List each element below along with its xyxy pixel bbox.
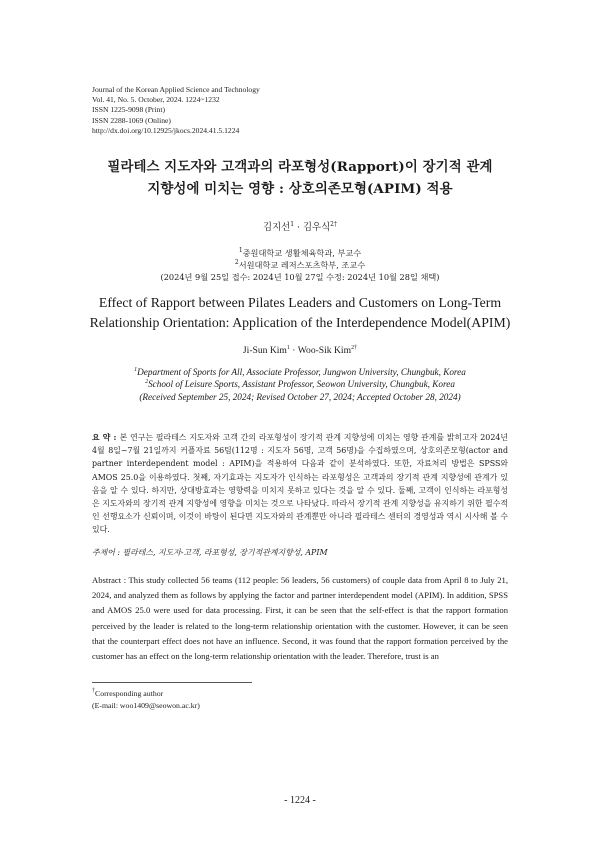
korean-author1: 김지선 — [263, 222, 291, 233]
korean-abstract — [92, 431, 508, 537]
korean-author-separator: · — [294, 222, 303, 233]
english-abstract-label: Abstract — [92, 575, 122, 585]
english-author2-sup: 2† — [351, 345, 358, 351]
corresponding-email: (E-mail: woo1409@seowon.ac.kr) — [92, 700, 200, 710]
english-abstract — [92, 573, 508, 664]
journal-volume: Vol. 41, No. 5. October, 2024. 1224~1232 — [92, 95, 220, 105]
keywords: 주제어 : 필라테스, 지도자-고객, 라포형성, 장기적관계지향성, APIM — [92, 548, 328, 557]
journal-name: Journal of the Korean Applied Science and Technology — [92, 85, 260, 94]
english-affiliations — [40, 366, 560, 403]
korean-title-line2: 지향성에 미치는 영향 : 상호의존모형(APIM) 적용 — [147, 181, 453, 197]
korean-authors — [40, 219, 560, 233]
page-number: - 1224 - — [284, 795, 316, 806]
english-author2: Woo-Sik Kim — [297, 345, 352, 356]
english-abstract-text: : This study collected 56 teams (112 people: 56 leaders, 56 customers) of couple data from April 8 to July 21, 2024, and analyzed them as follows by applying the factor and partner interdependent model (APIM). In addition, SPSS and AMOS 25.0 were used for data processing. First, it can be seen that the self-effect is that the rapport formation perceived by the leader is related to the long-term relationship orientation with the customer. However, it can be seen that the counterpart effect does not have an influence. Second, it was found that the rapport formation perceived by the customer has an effect on the long-term relationship orientation with the leader. Therefore, trust is an — [92, 575, 508, 662]
dagger-mark: † — [92, 688, 95, 694]
korean-author1-sup: 1 — [290, 221, 295, 228]
english-affiliation-2 — [40, 378, 560, 390]
english-dates: (Received September 25, 2024; Revised October 27, 2024; Accepted October 28, 2024) — [139, 391, 461, 402]
english-author1: Ji-Sun Kim — [242, 345, 287, 356]
korean-affiliation-2 — [40, 259, 560, 271]
en-affil1-text: Department of Sports for All, Associate Professor, Jungwon University, Chungbuk, Korea — [137, 367, 466, 377]
issn-print: ISSN 1225-9098 (Print) — [92, 105, 165, 115]
corresponding-author — [92, 688, 200, 700]
english-author-separator: · — [289, 345, 298, 356]
english-title — [40, 293, 560, 333]
affil1-sup: 1 — [238, 247, 243, 254]
korean-affiliations — [40, 247, 560, 283]
corresponding-label: Corresponding author — [95, 689, 164, 698]
issn-online: ISSN 2288-1069 (Online) — [92, 115, 171, 125]
korean-abstract-text: 본 연구는 필라테스 지도자와 고객 간의 라포형성이 장기적 관계 지향성에 미치는 영향 관계를 밝히고자 2024년 4월 8일~7월 21일까지 커플자료 56팀(112명 : 지도자 56명, 고객 56명)을 수집하였으며, 상호의존모형(actor and partner interdependent model : APIM)을 적용하여 다음과 같이 분석하였다. 또한, 자료처리 방법은 SPSS와 AMOS 25.0을 이용하였다. 첫째, 자기효과는 지도자가 인식하는 라포형성은 고객과의 장기적 관계 지향성에 관계가 있음을 알 수 있다. 하지만, 상대방효과는 영향력을 미치지 못하고 있다는 것을 알 수 있다. 둘째, 고객이 인식하는 라포형성은 지도자와의 장기적 관계 지향성에 영향을 미치는 것으로 나타났다. 따라서 장기적 관계 지향성을 유지하기 위한 필수적인 선행요소가 신뢰이며, 이것이 바탕이 된다면 지도자와의 관계뿐만 아니라 필라테스 센터의 경영성과 역시 시사해 볼 수 있다. — [92, 433, 508, 535]
affil2-text: 서원대학교 레저스포츠학부, 조교수 — [238, 260, 366, 270]
english-affiliation-1 — [40, 366, 560, 378]
english-title-line1: Effect of Rapport between Pilates Leaders and Customers on Long-Term — [98, 295, 502, 310]
en-affil2-sup: 2 — [145, 379, 149, 386]
english-author1-sup: 1 — [286, 345, 290, 351]
korean-author2-sup: 2† — [330, 221, 337, 228]
english-authors — [40, 345, 560, 356]
korean-dates: (2024년 9월 25일 접수: 2024년 10월 27일 수정: 2024년 10월 28일 채택) — [160, 272, 440, 282]
affil2-sup: 2 — [234, 259, 239, 266]
korean-author2: 김우식 — [302, 222, 331, 233]
footnote-rule — [92, 682, 252, 683]
affil1-text: 중원대학교 생활체육학과, 부교수 — [242, 248, 362, 258]
journal-header — [92, 85, 260, 136]
doi-link[interactable]: http://dx.doi.org/10.12925/jkocs.2024.41.5.1224 — [92, 125, 240, 135]
korean-title — [40, 156, 560, 200]
footnote — [92, 688, 200, 712]
korean-affiliation-1 — [40, 247, 560, 259]
en-affil2-text: School of Leisure Sports, Assistant Professor, Seowon University, Chungbuk, Korea — [148, 379, 455, 390]
english-title-line2: Relationship Orientation: Application of the Interdependence Model(APIM) — [89, 315, 511, 330]
korean-abstract-label: 요 약 : — [92, 433, 120, 442]
en-affil1-sup: 1 — [134, 367, 138, 373]
korean-title-line1: 필라테스 지도자와 고객과의 라포형성(Rapport)이 장기적 관계 — [107, 159, 493, 175]
